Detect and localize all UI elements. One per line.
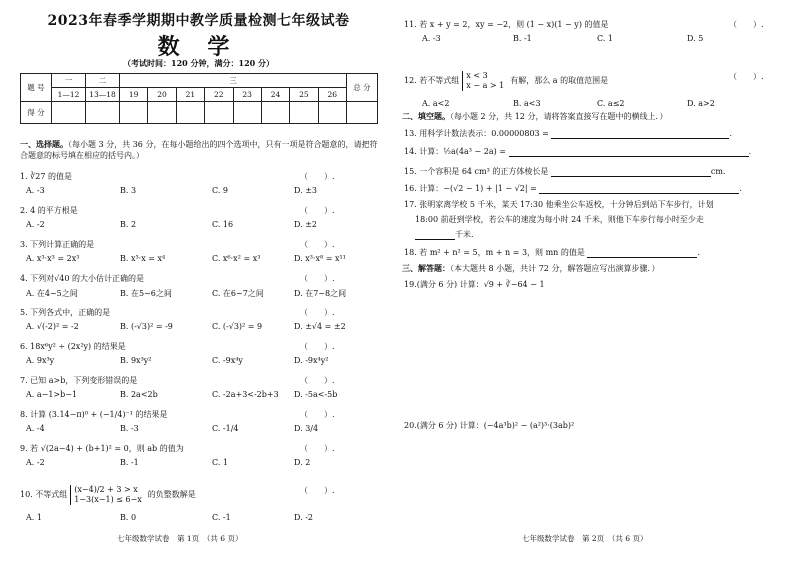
option-4-B: B. 在5~6之间 [120,289,172,298]
score-cell[interactable] [86,102,120,124]
answer-blank-14[interactable] [509,148,749,157]
option-9-C: C. 1 [212,458,229,467]
answer-paren-3[interactable]: （ ）. [300,240,335,249]
score-cell[interactable] [205,102,233,124]
option-7-C: C. -2a+3<-2b+3 [212,390,279,399]
option-6-A: A. 9x³y [26,356,55,365]
answer-paren-9[interactable]: （ ）. [300,444,335,453]
option-8-D: D. 3/4 [294,424,319,433]
option-10-C: C. -1 [212,513,231,522]
option-3-C: C. x⁶·x² = x³ [212,254,261,263]
option-8-A: A. -4 [26,424,45,433]
section2-header [402,111,782,122]
answer-paren-5[interactable]: （ ）. [300,308,335,317]
score-table-part-3: 三 [120,74,347,88]
question-6 [20,341,126,352]
option-3-B: B. x³·x = x⁴ [120,254,166,263]
exam-info: （考试时间：120 分钟，满分：120 分） [123,58,274,68]
question-stem: 12. 若不等式组 [404,76,460,85]
q14: 14. 计算：½a(4a³ − 2a) = . [404,147,752,156]
option-6-B: B. 9x³y² [120,356,152,365]
subject-title: 数 学 [157,34,240,60]
section3-heading: 三、解答题： [402,263,450,273]
option-3-A: A. x³·x³ = 2x³ [26,254,80,263]
score-cell[interactable] [347,102,378,124]
score-cell[interactable] [318,102,346,124]
option-11-D: D. 5 [687,34,704,43]
answer-paren-12[interactable]: （ ）. [729,72,764,81]
section1-heading: 一、选择题。 [20,139,68,149]
question-7 [20,375,137,386]
question-stem: 2. 4 的平方根是 [20,206,78,215]
option-3-D: D. x³·x⁸ = x¹¹ [294,254,346,263]
answer-paren-8[interactable]: （ ）. [300,410,335,419]
option-11-B: B. -1 [513,34,532,43]
question-stem: 5. 下列各式中，正确的是 [20,308,111,317]
section1-note: （每小题 3 分，共 36 分，在每小题给出的四个选项中，只有一项是符合题意的，请把符合题意的标号填在相应的括号内。） [20,140,378,160]
option-10-D: D. -2 [294,513,314,522]
score-table-range: 13—18 [86,88,120,102]
score-table-qnum: 19 [120,88,148,102]
q17-line1: 17. 张明家离学校 5 千米，某天 17:30 他乘坐公车返校，十分钟后到站下车步行，计划 [404,200,714,209]
option-7-B: B. 2a<2b [120,390,158,399]
option-5-B: B. (-√3)² = -9 [120,322,173,331]
score-table-qnum: 23 [233,88,261,102]
q17-line2: 18:00 前赶到学校，若公车的速度为每小时 24 千米，则他下车步行每小时至少走 [415,215,704,224]
score-table-qnum: 21 [176,88,204,102]
section3-header [402,263,782,274]
q19: 19.(满分 6 分) 计算：√9 + ∛−64 − 1 [404,280,545,289]
question-2 [20,205,78,216]
score-table-qnum: 22 [205,88,233,102]
option-4-D: D. 在7~8之间 [294,289,347,298]
score-cell[interactable] [290,102,318,124]
inequality-system: (x−4)/2 + 3 > x 1−3(x−1) ≤ 6−x [70,485,145,505]
option-2-A: A. -2 [26,220,45,229]
q18: 18. 若 m² + n² = 5，m + n = 3，则 mn 的值是 . [404,248,700,257]
question-stem: 4. 下列对√40 的大小估计正确的是 [20,274,144,283]
answer-paren-4[interactable]: （ ）. [300,274,335,283]
answer-paren-1[interactable]: （ ）. [300,172,335,181]
option-12-D: D. a>2 [687,99,715,108]
question-stem: 10. 不等式组 [20,490,68,499]
score-cell[interactable] [148,102,176,124]
question-1 [20,171,72,182]
score-table-range: 1—12 [52,88,86,102]
question-9 [20,443,184,454]
question-stem: 7. 已知 a>b，下列变形错误的是 [20,376,138,385]
footer-left: 七年级数学试卷 第 1页 （共 6 页） [117,534,243,543]
option-2-D: D. ±2 [294,220,318,229]
option-1-D: D. ±3 [294,186,318,195]
option-8-B: B. -3 [120,424,139,433]
q20: 20.(满分 6 分) 计算：(−4a³b)² − (a²)³·(3ab)² [404,421,575,430]
q13: 13. 用科学计数法表示：0.00000803 = . [404,129,732,138]
score-table-qnum: 25 [290,88,318,102]
question-10: 10. 不等式组 (x−4)/2 + 3 > x 1−3(x−1) ≤ 6−x 的负整数解是 [20,485,196,504]
question-4 [20,273,144,284]
option-4-C: C. 在6~7之间 [212,289,264,298]
option-7-A: A. a−1>b−1 [26,390,78,399]
option-1-C: C. 9 [212,186,229,195]
answer-blank-17[interactable] [415,231,455,240]
option-10-A: A. 1 [26,513,42,522]
section2-heading: 二、填空题。 [402,111,450,121]
exam-title: 2023年春季学期期中教学质量检测七年级试卷 [47,13,350,29]
answer-blank-15[interactable] [551,168,711,177]
answer-paren-6[interactable]: （ ）. [300,342,335,351]
option-5-A: A. √(-2)² = -2 [26,322,79,331]
q15: 15. 一个容积是 64 cm³ 的正方体棱长是 cm. [404,167,726,176]
option-1-A: A. -3 [26,186,45,195]
score-table-header-label: 题 号 [21,74,52,102]
score-table [20,73,378,124]
question-8 [20,409,168,420]
score-cell[interactable] [120,102,148,124]
page-right [397,0,794,561]
footer-right: 七年级数学试卷 第 2页 （共 6 页） [522,534,648,543]
option-9-D: D. 2 [294,458,311,467]
answer-paren-2[interactable]: （ ）. [300,206,335,215]
answer-paren-7[interactable]: （ ）. [300,376,335,385]
option-8-C: C. -1/4 [212,424,239,433]
answer-blank-16[interactable] [539,185,739,194]
score-table-qnum: 26 [318,88,346,102]
section1-header [20,139,378,161]
option-2-C: C. 16 [212,220,234,229]
question-3 [20,239,94,250]
score-table-total: 总 分 [347,74,378,102]
option-11-A: A. -3 [422,34,441,43]
question-stem: 6. 18x⁶y² ÷ (2x²y) 的结果是 [20,342,126,351]
q16: 16. 计算：−(√2 − 1) + |1 − √2| = . [404,184,742,193]
question-stem: 11. 若 x + y = 2，xy = −2，则 (1 − x)(1 − y) 的值是 [404,20,609,29]
option-1-B: B. 3 [120,186,137,195]
score-cell[interactable] [176,102,204,124]
q17-line3: 千米. [415,229,474,240]
option-10-B: B. 0 [120,513,137,522]
question-stem: 3. 下列计算正确的是 [20,240,95,249]
score-cell[interactable] [261,102,289,124]
question-stem: 8. 计算 (3.14−π)⁰ + (−1/4)⁻¹ 的结果是 [20,410,168,419]
question-12: 12. 若不等式组 x < 3 x − a > 1 有解，那么 a 的取值范围是 [404,71,609,90]
question-5 [20,307,110,318]
score-table-part-2: 二 [86,74,120,88]
score-cell[interactable] [52,102,86,124]
option-9-A: A. -2 [26,458,45,467]
score-cell[interactable] [233,102,261,124]
option-2-B: B. 2 [120,220,137,229]
answer-blank-18[interactable] [587,249,697,258]
section2-note: （每小题 2 分，共 12 分，请将答案直接写在题中的横线上．） [450,112,668,121]
inequality-system: x < 3 x − a > 1 [462,71,507,91]
option-5-C: C. (-√3)² = 9 [212,322,263,331]
score-table-part-1: 一 [52,74,86,88]
option-6-D: D. -9x⁴y² [294,356,329,365]
section3-note: （本大题共 8 小题，共计 72 分，解答题应写出演算步骤．） [450,264,660,273]
answer-paren-10[interactable]: （ ）. [300,486,335,495]
option-12-C: C. a≤2 [597,99,625,108]
option-7-D: D. -5a<-5b [294,390,338,399]
option-4-A: A. 在4~5之间 [26,289,78,298]
question-stem: 9. 若 √(2a−4) + (b+1)² = 0，则 ab 的值为 [20,444,184,453]
score-row-label: 得 分 [21,102,52,124]
score-table-qnum: 20 [148,88,176,102]
option-6-C: C. -9x⁴y [212,356,243,365]
question-stem: 1. ∛27 的值是 [20,172,72,181]
option-12-A: A. a<2 [422,99,450,108]
question-11 [404,19,608,30]
option-9-B: B. -1 [120,458,139,467]
score-table-qnum: 24 [261,88,289,102]
option-11-C: C. 1 [597,34,614,43]
option-12-B: B. a<3 [513,99,541,108]
option-5-D: D. ±√4 = ±2 [294,322,346,331]
answer-blank-13[interactable] [551,130,729,139]
answer-paren-11[interactable]: （ ）. [729,20,764,29]
